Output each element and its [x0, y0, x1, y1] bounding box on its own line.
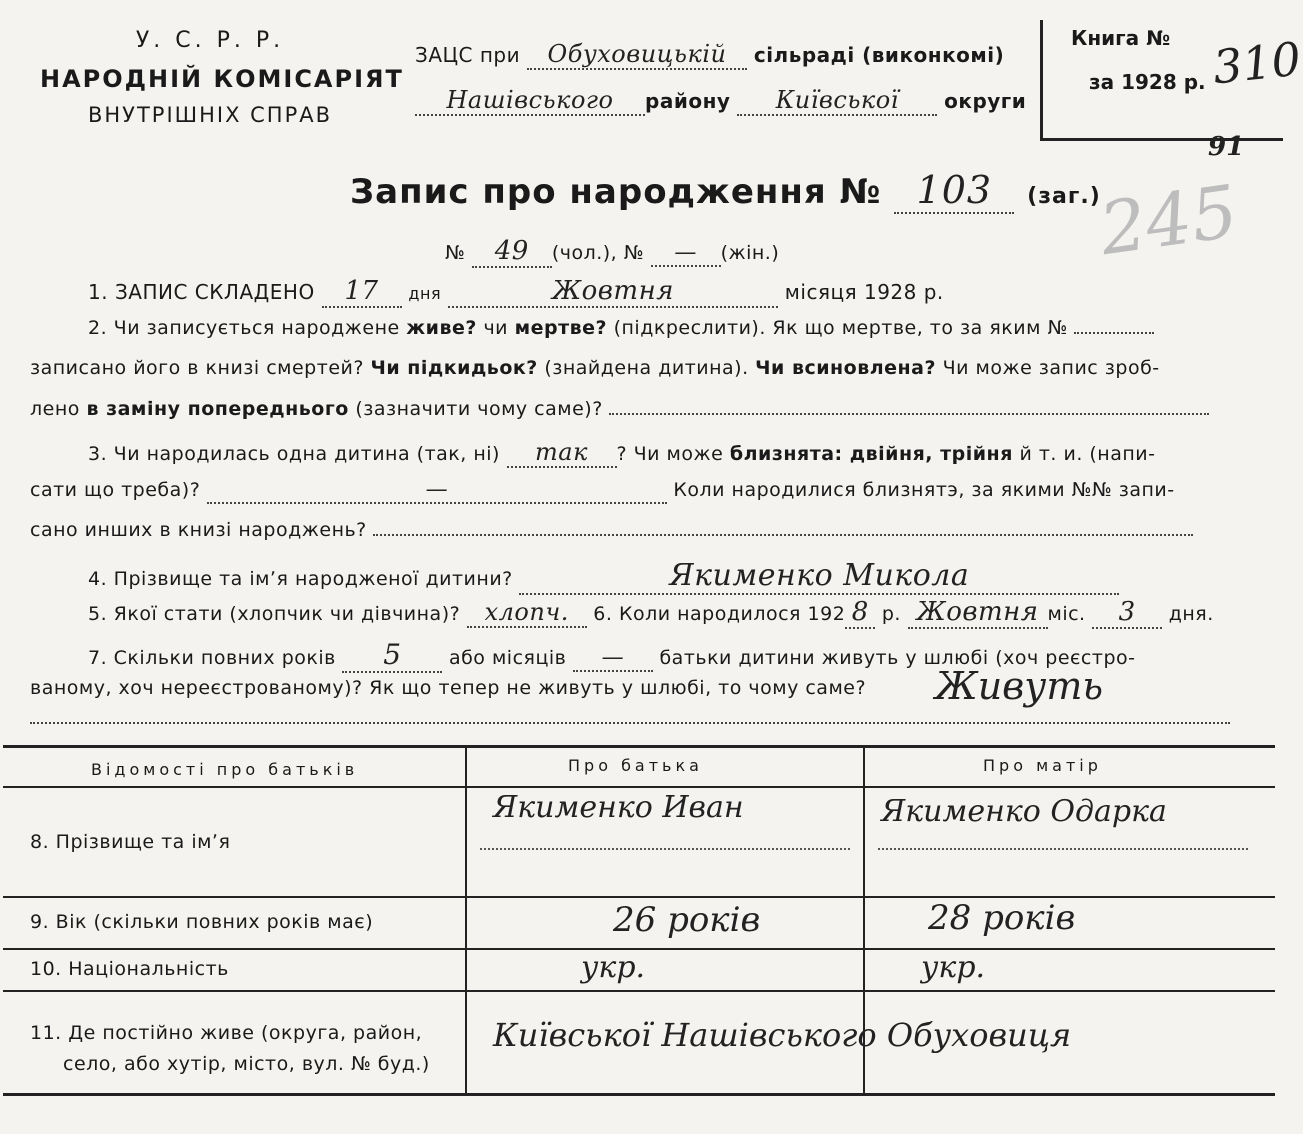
zags-prefix: ЗАЦС при: [415, 43, 521, 67]
zags-suffix: сільраді (виконкомі): [753, 43, 1005, 67]
ussr-label: У. С. Р. Р.: [135, 28, 285, 53]
q3-twins: близнята: двійня, трійня: [729, 443, 1013, 465]
q2-or: чи: [483, 317, 509, 339]
title-line2: [445, 236, 779, 268]
issuer-block: [40, 28, 404, 127]
marriage-months: —: [573, 645, 653, 672]
male-label: (чол.), №: [551, 242, 645, 264]
q3-answer: так: [507, 438, 617, 468]
q4-line: [88, 558, 1119, 595]
male-number: 49: [472, 236, 552, 268]
q3-text-4: сати що треба)?: [30, 479, 201, 501]
title-text: Запис про народження №: [350, 172, 882, 212]
q2-text-6: лено: [30, 398, 80, 420]
father-nationality: укр.: [581, 950, 646, 985]
q2-death-number-field: [1074, 332, 1154, 334]
q7-text-2: або місяців: [448, 647, 567, 669]
margin-mark-1: 91: [1208, 132, 1245, 162]
q7-text-4: ваному, хоч нереєстрованому)? Як що тепер не живуть у шлюбі, то чому саме?: [30, 677, 867, 699]
table-header-rule: [3, 786, 1275, 788]
mother-name-dotline: [878, 848, 1248, 850]
okruha-value: Київської: [737, 86, 937, 116]
q2-foundling: Чи підкидьок?: [370, 357, 538, 379]
residence: Київської Нашівського Обуховиця: [493, 1016, 1072, 1054]
female-label: (жін.): [720, 242, 780, 264]
birth-month: Жовтня: [908, 597, 1048, 629]
margin-mark-2: 245: [1094, 168, 1243, 272]
child-name: Якименко Микола: [519, 558, 1119, 595]
q5-q6-line: [88, 597, 1214, 629]
q3-text-5: Коли народилися близнятэ, за якими №№ запи-: [673, 479, 1175, 501]
q2-line1: [88, 317, 1154, 339]
q1-line: [88, 276, 944, 308]
zags-village: Обуховицькій: [527, 40, 747, 70]
q2-text-1: 2. Чи записується народжене: [88, 317, 400, 339]
q3-twins-answer: —: [207, 477, 667, 504]
q2-text-5: Чи може запис зроб-: [942, 357, 1160, 379]
q7-text-3: батьки дитини живуть у шлюбі (хоч реєстро-: [659, 647, 1136, 669]
q1-month-label: місяця 1928 р.: [784, 280, 944, 304]
table-header-father: Про батька: [568, 756, 703, 775]
table-divider-1: [465, 748, 467, 1093]
q3-text-6: сано инших в книзі народжень?: [30, 519, 367, 541]
table-header-info: Відомості про батьків: [91, 760, 359, 779]
record-number: 103: [894, 168, 1014, 214]
q7-text-1: 7. Скільки повних років: [88, 647, 336, 669]
q2-text-3: записано його в книзі смертей?: [30, 357, 364, 379]
q7-line2: [30, 677, 866, 699]
birth-year-digit: 8: [845, 597, 875, 629]
q3-text-3: й т. и. (напи-: [1019, 443, 1156, 465]
table-row-rule-3: [3, 990, 1275, 992]
q2-replace-field: [609, 413, 1209, 415]
marriage-years: 5: [342, 638, 442, 673]
row-age-label: 9. Вік (скільки повних років має): [30, 911, 374, 933]
q6-month-label: міс.: [1047, 603, 1086, 625]
internal-affairs-label: ВНУТРІШНІХ СПРАВ: [87, 103, 333, 127]
q1-label: 1. ЗАПИС СКЛАДЕНО: [88, 280, 315, 304]
q1-day: 17: [322, 276, 402, 308]
q1-day-label: дня: [408, 284, 442, 303]
q3-twins-number-field: [373, 534, 1193, 536]
q6-year-label: р.: [881, 603, 901, 625]
father-name-dotline: [480, 848, 850, 850]
commissariat-label: НАРОДНІЙ КОМІСАРІЯТ: [40, 65, 404, 93]
q2-text-2: (підкреслити). Як що мертве, то за яким №: [613, 317, 1068, 339]
birth-day: 3: [1092, 597, 1162, 629]
table-header-mother: Про матір: [983, 756, 1102, 775]
q6-label: 6. Коли народилося 192: [593, 603, 846, 625]
q1-month: Жовтня: [448, 276, 778, 308]
row-residence-label-1: 11. Де постійно живе (округа, район,: [30, 1022, 423, 1044]
book-box: [1040, 20, 1303, 141]
row-name-label: 8. Прізвище та імʼя: [30, 831, 231, 853]
q3-line3: [30, 519, 1193, 541]
q3-text-2: ? Чи може: [616, 443, 724, 465]
q4-label: 4. Прізвище та імʼя народженої дитини?: [88, 568, 513, 590]
q6-day-label: дня.: [1168, 603, 1214, 625]
child-sex: хлопч.: [467, 598, 587, 628]
parents-table: [3, 745, 1275, 1096]
father-age: 26 років: [613, 900, 761, 940]
marriage-status-answer: Живуть: [935, 664, 1104, 708]
q2-text-4: (знайдена дитина).: [544, 357, 749, 379]
row-residence-label-2: село, або хутір, місто, вул. № буд.): [63, 1053, 430, 1075]
q2-replace: в заміну попереднього: [86, 398, 349, 420]
row-nationality-label: 10. Національність: [30, 958, 229, 980]
q3-line2: [30, 477, 1175, 504]
q2-line3: [30, 398, 1209, 420]
book-number: 310: [1210, 31, 1303, 95]
record-title: [350, 168, 1101, 214]
q2-alive: живе?: [406, 317, 477, 339]
q7-answer-line: [30, 722, 1230, 724]
okruha-label: округи: [944, 89, 1027, 113]
q5-label: 5. Якої стати (хлопчик чи дівчина)?: [88, 603, 461, 625]
book-year: за 1928 р.: [1089, 70, 1206, 94]
mother-name: Якименко Одарка: [881, 794, 1167, 829]
q2-text-7: (зазначити чому саме)?: [355, 398, 603, 420]
male-no-label: №: [445, 242, 466, 264]
female-number: —: [651, 240, 721, 267]
district-value: Нашівського: [415, 86, 645, 116]
q2-dead: мертве?: [514, 317, 608, 339]
q2-adopted: Чи всиновлена?: [755, 357, 937, 379]
father-name: Якименко Иван: [493, 790, 744, 825]
table-row-rule-1: [3, 896, 1275, 898]
title-suffix: (заг.): [1027, 184, 1101, 209]
zags-line: [415, 40, 1004, 70]
mother-age: 28 років: [928, 898, 1076, 938]
mother-nationality: укр.: [921, 950, 986, 985]
q3-text-1: 3. Чи народилась одна дитина (так, ні): [88, 443, 500, 465]
q2-line2: [30, 357, 1160, 379]
q3-line1: [88, 438, 1156, 468]
book-label: Книга №: [1071, 26, 1171, 50]
district-label: району: [645, 89, 731, 113]
district-line: [415, 86, 1026, 116]
